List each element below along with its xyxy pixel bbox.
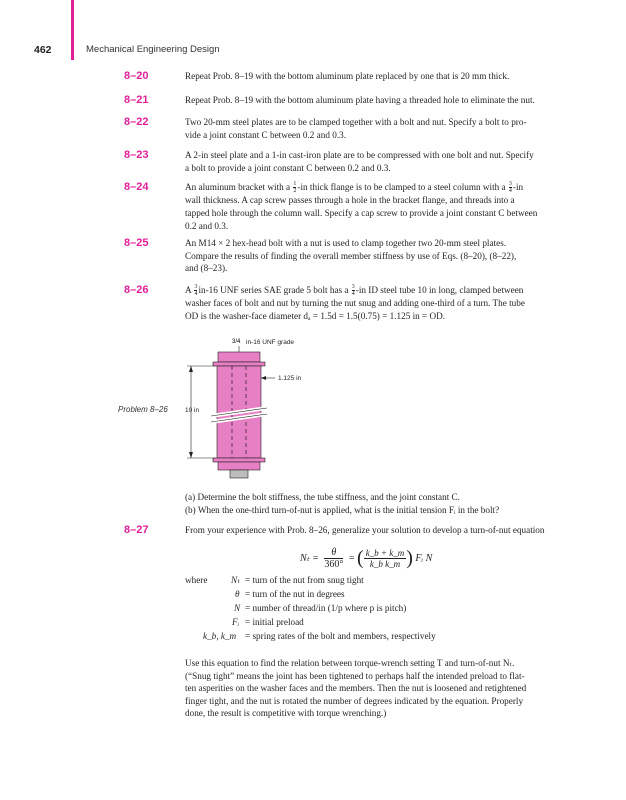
where-label: where <box>185 575 208 585</box>
page-number: 462 <box>34 44 52 56</box>
turn-of-nut-equation: Nₜ = $\frac{\theta}{360^\circ}$ = ( $\frac{k\_b + k\_m}{\text{k\_b k\_m}}$ ) Fᵢ N <box>300 547 433 570</box>
where-desc: = initial preload <box>245 617 304 627</box>
problem-text: 0.2 and 0.3. <box>185 220 229 231</box>
problem-number: 8–22 <box>124 116 149 128</box>
header-accent-rule <box>71 0 74 60</box>
part-b: (b) When the one-third turn-of-nut is applied, what is the initial tension Fᵢ in the bolt? <box>185 504 500 515</box>
fraction-three-quarter: $\frac{3}{4}$ <box>351 284 355 298</box>
eq-theta: θ <box>324 547 343 559</box>
problem-text: vide a joint constant C between 0.2 and 0.3. <box>185 129 347 140</box>
closing-paragraph: Use this equation to find the relation between torque-wrench setting T and turn-of-nut Nₜ. (“Snug tight” means the joint has been tightened to perhaps half the intended preload to flat- ten asperities on the washer faces and the members. Then the nut is loosened and retightened finger tight, and the nut is rotated the number of degrees indicated by the equation. Properly done, the result is competitive with torque wrenching.) <box>185 658 527 719</box>
problem-number: 8–25 <box>124 237 149 249</box>
bolt-label: in-16 UNF grade <box>246 339 295 346</box>
thread-end <box>230 470 248 478</box>
where-symbol: k_b, k_m <box>203 631 237 641</box>
problem-text: Repeat Prob. 8–19 with the bottom aluminum plate having a threaded hole to eliminate the nut. <box>185 95 535 105</box>
problem-text-line1: A $\frac{3}{4}$ in-16 UNF series SAE grade 5 bolt has a $\frac{3}{4}$ -in ID steel tube 10 in long, clamped between <box>185 284 524 298</box>
eq-den: k_b k_m <box>369 559 401 569</box>
bolt-tube-figure <box>175 330 315 480</box>
where-desc: = turn of the nut in degrees <box>245 589 345 599</box>
problem-text: wall thickness. A cap screw passes through a hole in the bracket flange, and threads into a <box>185 195 515 206</box>
problem-number: 8–21 <box>124 94 149 106</box>
problem-text: Repeat Prob. 8–19 with the bottom aluminum plate replaced by one that is 20 mm thick. <box>185 71 510 81</box>
problem-text: and (8–23). <box>185 263 228 274</box>
problem-text: Two 20-mm steel plates are to be clamped together with a bolt and nut. Specify a bolt to pro- <box>185 117 527 127</box>
problem-text: tapped hole through the column wall. Specify a cap screw to provide a joint constant C between <box>185 207 538 218</box>
eq-equals: = <box>348 553 355 564</box>
where-list <box>185 573 436 643</box>
where-desc: = turn of the nut from snug tight <box>245 575 364 585</box>
problem-number: 8–24 <box>124 181 149 193</box>
diameter-label: 1.125 in <box>278 375 302 382</box>
problem-text-line1: An aluminum bracket with a $\frac{1}{2}$ -in thick flange is to be clamped to a steel column with a $\frac{3}{4}$ -in <box>185 181 524 195</box>
where-symbol: Nₜ <box>231 575 240 585</box>
eq-tail: Fᵢ N <box>415 553 433 564</box>
running-title: Mechanical Engineering Design <box>86 44 220 55</box>
problem-text: From your experience with Prob. 8–26, generalize your solution to develop a turn-of-nut equation <box>185 525 545 535</box>
problem-text: washer faces of bolt and nut by turning the nut snug and adding one-third of a turn. The tube <box>185 298 525 309</box>
problem-number: 8–27 <box>124 524 149 536</box>
problem-text: An M14 × 2 hex-head bolt with a nut is used to clamp together two 20-mm steel plates. <box>185 238 507 248</box>
fraction-three-quarter: $\frac{3}{4}$ <box>194 284 198 298</box>
problem-text: a bolt to provide a joint constant C between 0.2 and 0.3. <box>185 162 391 173</box>
problem-text: Compare the results of finding the overall member stiffness by use of Eqs. (8–20), (8–22), <box>185 250 517 261</box>
where-desc: = number of thread/in (1/p where p is pitch) <box>245 603 407 613</box>
problem-number: 8–20 <box>124 70 149 82</box>
figure-caption: Problem 8–26 <box>118 405 168 414</box>
fraction-label: 3/4 <box>232 339 241 345</box>
where-desc: = spring rates of the bolt and members, respectively <box>245 631 436 641</box>
eq-num: k_b + k_m <box>365 548 405 558</box>
where-symbol: N <box>234 603 241 613</box>
nut <box>218 462 260 470</box>
where-symbol: θ <box>235 589 240 599</box>
length-label: 10 in <box>185 407 200 414</box>
where-symbol: Fᵢ <box>232 617 240 627</box>
eq-deg: 360° <box>324 559 344 570</box>
bolt-head <box>218 352 260 362</box>
problem-number: 8–26 <box>124 284 149 296</box>
problem-number: 8–23 <box>124 149 149 161</box>
problem-text: A 2-in steel plate and a 1-in cast-iron plate are to be compressed with one bolt and nut. Specify <box>185 150 534 160</box>
eq-lhs: Nₜ = <box>300 553 319 564</box>
part-a: (a) Determine the bolt stiffness, the tube stiffness, and the joint constant C. <box>185 492 460 502</box>
fraction-three-quarter: $\frac{3}{4}$ <box>508 181 512 195</box>
fraction-half: $\frac{1}{2}$ <box>293 181 297 195</box>
problem-text: OD is the washer-face diameter dₐ = 1.5d = 1.5(0.75) = 1.125 in = OD. <box>185 310 446 321</box>
problem-8-26-parts <box>185 491 574 516</box>
